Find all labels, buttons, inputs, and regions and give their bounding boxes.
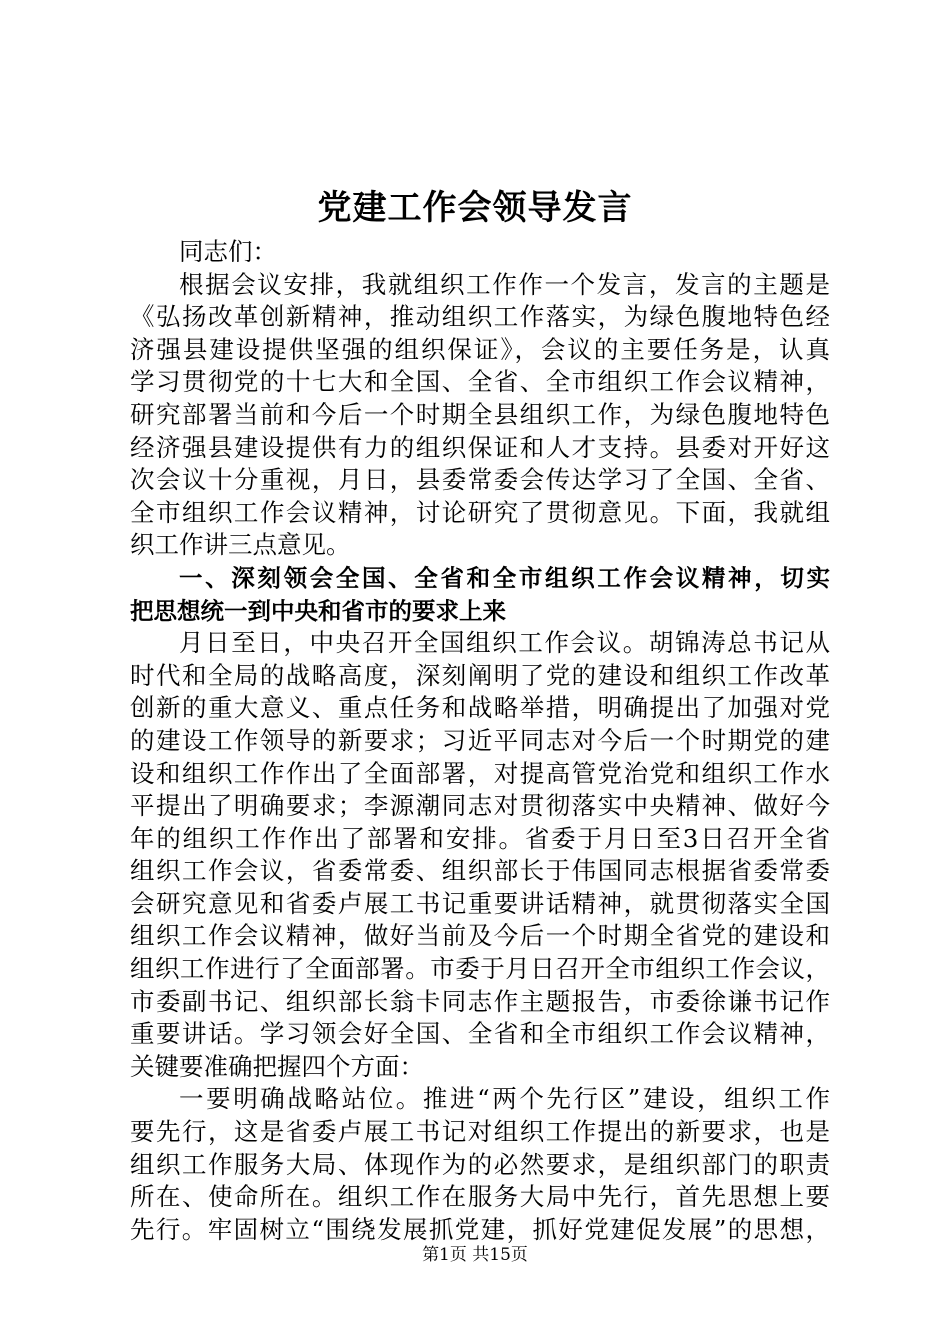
paragraph-line: 创新的重大意义、重点任务和战略举措，明确提出了加强对党: [130, 693, 830, 723]
salutation-paragraph: [130, 236, 830, 269]
paragraph-line: 的建设工作领导的新要求；习近平同志对今后一个时期党的建: [130, 725, 830, 755]
paragraph-line: 会研究意见和省委卢展工书记重要讲话精神，就贯彻落实全国: [130, 888, 830, 918]
paragraph-line: 先行。牢固树立“围绕发展抓党建，抓好党建促发展”的思想，: [130, 1214, 830, 1244]
paragraph-line: 根据会议安排，我就组织工作作一个发言，发言的主题是: [179, 269, 830, 299]
body-paragraph: [130, 1083, 830, 1246]
body-paragraph: [130, 627, 830, 1083]
intro-paragraph: [130, 269, 830, 562]
paragraph-line: 全市组织工作会议精神，讨论研究了贯彻意见。下面，我就组: [130, 497, 830, 527]
paragraph-line: 年的组织工作作出了部署和安排。省委于月日至3日召开全省: [130, 823, 830, 853]
paragraph-line: 重要讲话。学习领会好全国、全省和全市组织工作会议精神，: [130, 1019, 830, 1049]
paragraph-line: 要先行，这是省委卢展工书记对组织工作提出的新要求，也是: [130, 1117, 830, 1147]
page-title: 党建工作会领导发言: [317, 188, 633, 228]
paragraph-line: 设和组织工作作出了全面部署，对提高管党治党和组织工作水: [130, 758, 830, 788]
paragraph-line: 同志们：: [179, 237, 277, 266]
paragraph-line: 平提出了明确要求；李源潮同志对贯彻落实中央精神、做好今: [130, 791, 830, 821]
paragraph-line: 学习贯彻党的十七大和全国、全省、全市组织工作会议精神，: [130, 367, 830, 397]
heading-line: 把思想统一到中央和省市的要求上来: [130, 596, 506, 625]
paragraph-line: 次会议十分重视，月日，县委常委会传达学习了全国、全省、: [130, 465, 830, 495]
paragraph-line: 研究部署当前和今后一个时期全县组织工作，为绿色腹地特色: [130, 399, 830, 429]
paragraph-line: 《弘扬改革创新精神，推动组织工作落实，为绿色腹地特色经: [130, 302, 830, 332]
paragraph-line: 市委副书记、组织部长翁卡同志作主题报告，市委徐谦书记作: [130, 986, 830, 1016]
paragraph-line: 组织工作服务大局、体现作为的必然要求，是组织部门的职责: [130, 1149, 830, 1179]
paragraph-line: 一要明确战略站位。推进“两个先行区”建设，组织工作: [179, 1084, 830, 1114]
paragraph-line: 济强县建设提供坚强的组织保证》，会议的主要任务是，认真: [130, 334, 830, 364]
paragraph-line: 经济强县建设提供有力的组织保证和人才支持。县委对开好这: [130, 432, 830, 462]
paragraph-line: 所在、使命所在。组织工作在服务大局中先行，首先思想上要: [130, 1182, 830, 1212]
page-number-footer: 第1页 共15页: [422, 1245, 528, 1265]
paragraph-line: 关键要准确把握四个方面：: [130, 1051, 424, 1081]
paragraph-line: 组织工作进行了全面部署。市委于月日召开全市组织工作会议，: [130, 954, 830, 984]
document-body: [130, 236, 830, 1246]
heading-line: 一、深刻领会全国、全省和全市组织工作会议精神，切实: [179, 563, 830, 592]
paragraph-line: 组织工作会议精神，做好当前及今后一个时期全省党的建设和: [130, 921, 830, 951]
paragraph-line: 织工作讲三点意见。: [130, 530, 351, 560]
paragraph-line: 月日至日，中央召开全国组织工作会议。胡锦涛总书记从: [179, 628, 830, 658]
paragraph-line: 时代和全局的战略高度，深刻阐明了党的建设和组织工作改革: [130, 660, 830, 690]
section-heading: [130, 562, 830, 627]
paragraph-line: 组织工作会议，省委常委、组织部长于伟国同志根据省委常委: [130, 856, 830, 886]
